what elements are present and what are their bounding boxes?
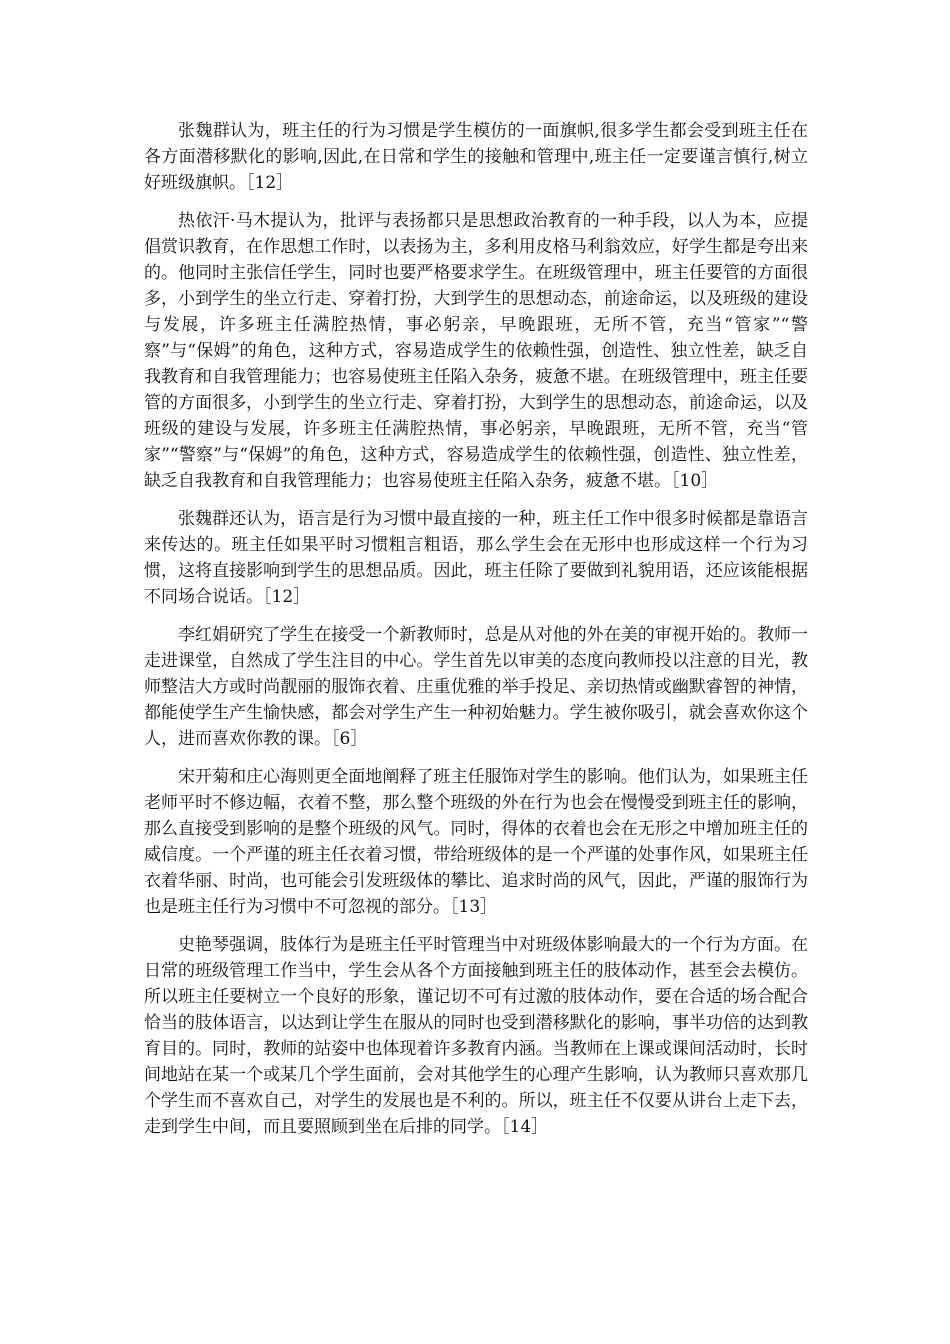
- paragraph-zhang-weiqun-1: 张魏群认为，班主任的行为习惯是学生模仿的一面旗帜,很多学生都会受到班主任在各方面潜移默化的影响,因此,在日常和学生的接触和管理中,班主任一定要谨言慎行,树立好班级旗帜。［12］: [144, 121, 808, 193]
- paragraph-li-hongjuan: 李红娟研究了学生在接受一个新教师时，总是从对他的外在美的审视开始的。教师一走进课堂，自然成了学生注目的中心。学生首先以审美的态度向教师投以注意的目光，教师整洁大方或时尚靓丽的服饰衣着、庄重优雅的举手投足、亲切热情或幽默睿智的神情，都能使学生产生愉快感，都会对学生产生一种初始魅力。学生被你吸引，就会喜欢你这个人，进而喜欢你教的课。［6］: [144, 625, 808, 749]
- paragraph-zhang-weiqun-2: 张魏群还认为，语言是行为习惯中最直接的一种，班主任工作中很多时候都是靠语言来传达的。班主任如果平时习惯粗言粗语，那么学生会在无形中也形成这样一个行为习惯，这将直接影响到学生的思想品质。因此，班主任除了要做到礼貌用语，还应该能根据不同场合说话。［12］: [144, 509, 808, 607]
- document-body: [144, 118, 808, 1152]
- paragraph-shi-yanqin: 史艳琴强调，肢体行为是班主任平时管理当中对班级体影响最大的一个行为方面。在日常的班级管理工作当中，学生会从各个方面接触到班主任的肢体动作，甚至会去模仿。所以班主任要树立一个良好的形象，谨记切不可有过激的肢体动作，要在合适的场合配合恰当的肢体语言，以达到让学生在服从的同时也受到潜移默化的影响，事半功倍的达到教育目的。同时，教师的站姿中也体现着许多教育内涵。当教师在上课或课间活动时，长时间地站在某一个或某几个学生面前，会对其他学生的心理产生影响，认为教师只喜欢那几个学生而不喜欢自己，对学生的发展也是不利的。所以，班主任不仅要从讲台上走下去，走到学生中间，而且要照顾到坐在后排的同学。［14］: [144, 935, 808, 1137]
- paragraph-reyihan: 热依汗·马木提认为，批评与表扬都只是思想政治教育的一种手段，以人为本，应提倡赏识教育，在作思想工作时，以表扬为主，多利用皮格马利翁效应，好学生都是夸出来的。他同时主张信任学生，同时也要严格要求学生。在班级管理中，班主任要管的方面很多，小到学生的坐立行走、穿着打扮，大到学生的思想动态，前途命运，以及班级的建设与发展，许多班主任满腔热情，事必躬亲，早晚跟班，无所不管，充当“管家”“警察”与“保姆”的角色，这种方式，容易造成学生的依赖性强，创造性、独立性差，缺乏自我教育和自我管理能力；也容易使班主任陷入杂务，疲惫不堪。在班级管理中，班主任要管的方面很多，小到学生的坐立行走、穿着打扮，大到学生的思想动态，前途命运，以及班级的建设与发展，许多班主任满腔热情，事必躬亲，早晚跟班，无所不管，充当“管家”“警察”与“保姆”的角色，这种方式，容易造成学生的依赖性强，创造性、独立性差，缺乏自我教育和自我管理能力；也容易使班主任陷入杂务，疲惫不堪。［10］: [144, 211, 808, 491]
- paragraph-song-kaiju: 宋开菊和庄心海则更全面地阐释了班主任服饰对学生的影响。他们认为，如果班主任老师平时不修边幅，衣着不整，那么整个班级的外在行为也会在慢慢受到班主任的影响，那么直接受到影响的是整个班级的风气。同时，得体的衣着也会在无形之中增加班主任的威信度。一个严谨的班主任衣着习惯，带给班级体的是一个严谨的处事作风，如果班主任衣着华丽、时尚，也可能会引发班级体的攀比、追求时尚的风气，因此，严谨的服饰行为也是班主任行为习惯中不可忽视的部分。［13］: [144, 767, 808, 917]
